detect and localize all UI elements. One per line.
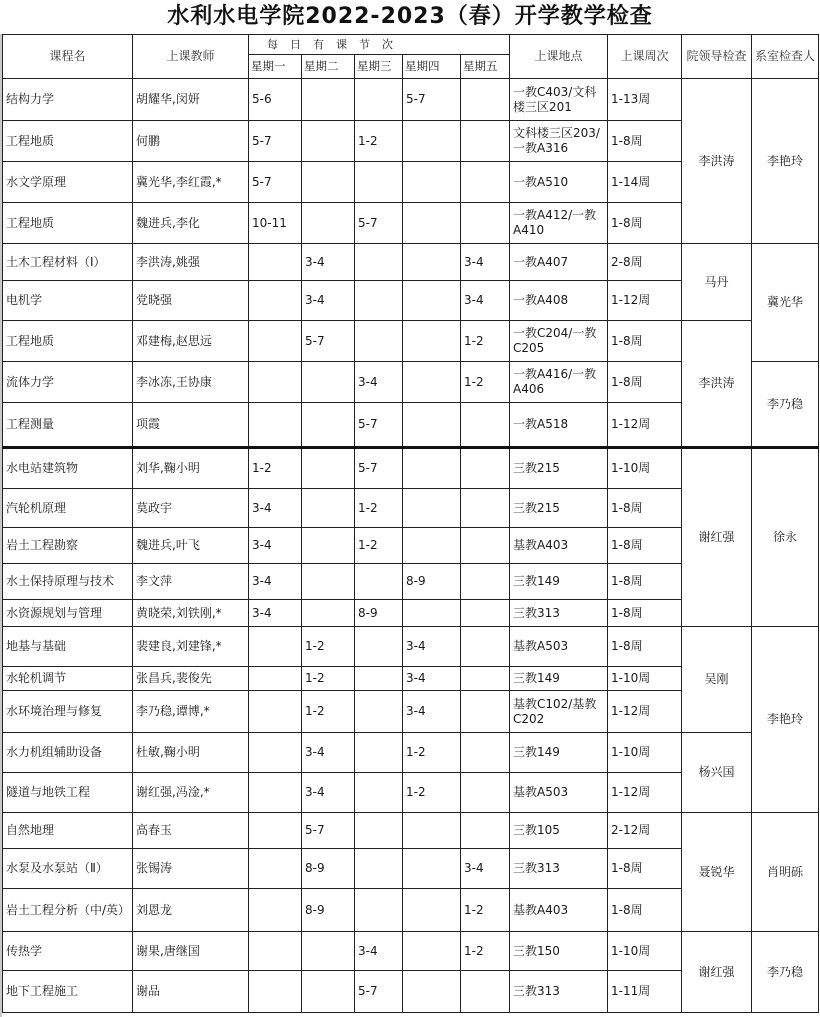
cell-tuesday-slot: 5-7 — [302, 321, 355, 362]
cell-monday-slot — [249, 733, 302, 773]
cell-weeks: 1-11周 — [608, 971, 682, 1013]
cell-tuesday-slot: 5-7 — [302, 813, 355, 849]
cell-weeks: 1-12周 — [608, 691, 682, 733]
cell-tuesday-slot: 1-2 — [302, 667, 355, 691]
cell-monday-slot — [249, 403, 302, 448]
cell-location: 一教A510 — [510, 162, 608, 203]
cell-friday-slot — [461, 489, 510, 528]
cell-course-name: 电机学 — [3, 281, 133, 321]
header-row-1 — [3, 35, 819, 55]
cell-tuesday-slot — [302, 448, 355, 489]
cell-teacher: 刘恩龙 — [133, 889, 249, 932]
cell-course-name: 岩土工程分析（中/英） — [3, 889, 133, 932]
cell-location: 三教215 — [510, 489, 608, 528]
cell-wednesday-slot — [355, 162, 403, 203]
cell-teacher: 李乃稳,谭博,* — [133, 691, 249, 733]
cell-thursday-slot — [403, 244, 461, 281]
cell-dept-inspector: 李乃稳 — [752, 932, 819, 1013]
cell-thursday-slot — [403, 600, 461, 627]
cell-teacher: 李冰冻,王协康 — [133, 362, 249, 403]
cell-wednesday-slot: 3-4 — [355, 932, 403, 971]
cell-weeks: 1-8周 — [608, 849, 682, 889]
cell-friday-slot: 3-4 — [461, 244, 510, 281]
page-title: 水利水电学院2022-2023（春）开学教学检查 — [167, 4, 653, 29]
cell-monday-slot — [249, 691, 302, 733]
cell-course-name: 汽轮机原理 — [3, 489, 133, 528]
cell-thursday-slot: 8-9 — [403, 564, 461, 600]
cell-leader-inspector: 聂锐华 — [682, 813, 752, 932]
cell-course-name: 水电站建筑物 — [3, 448, 133, 489]
cell-wednesday-slot — [355, 813, 403, 849]
cell-teacher: 黄晓荣,刘铁刚,* — [133, 600, 249, 627]
cell-wednesday-slot: 1-2 — [355, 121, 403, 162]
cell-location: 基教A503 — [510, 627, 608, 667]
cell-teacher: 刘华,鞠小明 — [133, 448, 249, 489]
cell-thursday-slot — [403, 162, 461, 203]
header-teacher: 上课教师 — [133, 35, 249, 79]
cell-tuesday-slot: 1-2 — [302, 627, 355, 667]
cell-course-name: 地下工程施工 — [3, 971, 133, 1013]
cell-location: 一教A407 — [510, 244, 608, 281]
cell-friday-slot — [461, 600, 510, 627]
cell-monday-slot — [249, 773, 302, 813]
cell-thursday-slot — [403, 813, 461, 849]
cell-weeks: 1-8周 — [608, 627, 682, 667]
cell-course-name: 自然地理 — [3, 813, 133, 849]
cell-course-name: 流体力学 — [3, 362, 133, 403]
cell-teacher: 魏进兵,李化 — [133, 203, 249, 244]
table-row — [3, 244, 819, 281]
cell-weeks: 2-12周 — [608, 813, 682, 849]
cell-teacher: 李洪涛,姚强 — [133, 244, 249, 281]
cell-friday-slot — [461, 203, 510, 244]
cell-wednesday-slot — [355, 849, 403, 889]
cell-course-name: 水环境治理与修复 — [3, 691, 133, 733]
cell-wednesday-slot: 8-9 — [355, 600, 403, 627]
cell-friday-slot — [461, 403, 510, 448]
cell-tuesday-slot: 8-9 — [302, 889, 355, 932]
cell-location: 一教A408 — [510, 281, 608, 321]
table-row — [3, 448, 819, 489]
table-row — [3, 813, 819, 849]
cell-wednesday-slot: 5-7 — [355, 203, 403, 244]
cell-location: 基教A503 — [510, 773, 608, 813]
cell-location: 三教313 — [510, 971, 608, 1013]
cell-course-name: 工程地质 — [3, 121, 133, 162]
cell-teacher: 邓建梅,赵思远 — [133, 321, 249, 362]
cell-monday-slot — [249, 971, 302, 1013]
cell-weeks: 1-12周 — [608, 403, 682, 448]
header-weeks: 上课周次 — [608, 35, 682, 79]
cell-tuesday-slot: 8-9 — [302, 849, 355, 889]
cell-friday-slot — [461, 733, 510, 773]
table-row — [3, 627, 819, 667]
cell-tuesday-slot — [302, 203, 355, 244]
cell-wednesday-slot — [355, 281, 403, 321]
cell-teacher: 胡耀华,闵妍 — [133, 79, 249, 121]
inspection-table — [2, 34, 819, 1013]
cell-tuesday-slot — [302, 162, 355, 203]
header-monday: 星期一 — [249, 55, 302, 79]
cell-friday-slot — [461, 121, 510, 162]
cell-tuesday-slot — [302, 932, 355, 971]
cell-leader-inspector: 马丹 — [682, 244, 752, 321]
cell-thursday-slot: 1-2 — [403, 733, 461, 773]
cell-thursday-slot — [403, 362, 461, 403]
cell-teacher: 党晓强 — [133, 281, 249, 321]
cell-wednesday-slot: 3-4 — [355, 362, 403, 403]
cell-weeks: 1-12周 — [608, 281, 682, 321]
cell-teacher: 李文萍 — [133, 564, 249, 600]
cell-wednesday-slot — [355, 244, 403, 281]
cell-tuesday-slot — [302, 362, 355, 403]
cell-weeks: 1-8周 — [608, 203, 682, 244]
cell-thursday-slot: 5-7 — [403, 79, 461, 121]
cell-teacher: 何鹏 — [133, 121, 249, 162]
header-tuesday: 星期二 — [302, 55, 355, 79]
cell-thursday-slot — [403, 932, 461, 971]
cell-thursday-slot — [403, 448, 461, 489]
cell-tuesday-slot: 3-4 — [302, 733, 355, 773]
cell-monday-slot: 10-11 — [249, 203, 302, 244]
cell-course-name: 工程地质 — [3, 203, 133, 244]
cell-friday-slot — [461, 773, 510, 813]
cell-location: 三教105 — [510, 813, 608, 849]
header-friday: 星期五 — [461, 55, 510, 79]
cell-thursday-slot — [403, 403, 461, 448]
cell-monday-slot — [249, 281, 302, 321]
cell-location: 基教C102/基教C202 — [510, 691, 608, 733]
cell-monday-slot — [249, 321, 302, 362]
cell-weeks: 1-10周 — [608, 448, 682, 489]
cell-wednesday-slot — [355, 627, 403, 667]
cell-friday-slot: 1-2 — [461, 321, 510, 362]
cell-location: 三教150 — [510, 932, 608, 971]
cell-thursday-slot: 3-4 — [403, 667, 461, 691]
cell-tuesday-slot: 3-4 — [302, 281, 355, 321]
cell-wednesday-slot: 5-7 — [355, 448, 403, 489]
cell-teacher: 谢红强,冯淦,* — [133, 773, 249, 813]
cell-teacher: 谢品 — [133, 971, 249, 1013]
cell-tuesday-slot — [302, 403, 355, 448]
cell-weeks: 1-8周 — [608, 489, 682, 528]
cell-friday-slot — [461, 162, 510, 203]
cell-friday-slot: 1-2 — [461, 889, 510, 932]
cell-dept-inspector: 冀光华 — [752, 244, 819, 362]
cell-leader-inspector: 谢红强 — [682, 932, 752, 1013]
cell-dept-inspector: 肖明砾 — [752, 813, 819, 932]
cell-location: 文科楼三区203/一教A316 — [510, 121, 608, 162]
cell-tuesday-slot — [302, 79, 355, 121]
cell-course-name: 水力机组辅助设备 — [3, 733, 133, 773]
cell-leader-inspector: 杨兴国 — [682, 733, 752, 813]
cell-tuesday-slot: 3-4 — [302, 244, 355, 281]
cell-thursday-slot — [403, 281, 461, 321]
cell-monday-slot: 5-7 — [249, 162, 302, 203]
cell-location: 基教A403 — [510, 889, 608, 932]
cell-weeks: 1-8周 — [608, 528, 682, 564]
cell-location: 三教215 — [510, 448, 608, 489]
header-wednesday: 星期三 — [355, 55, 403, 79]
cell-weeks: 1-8周 — [608, 600, 682, 627]
cell-weeks: 1-10周 — [608, 733, 682, 773]
cell-thursday-slot: 1-2 — [403, 773, 461, 813]
cell-wednesday-slot — [355, 79, 403, 121]
cell-location: 三教313 — [510, 849, 608, 889]
cell-weeks: 1-8周 — [608, 362, 682, 403]
cell-thursday-slot — [403, 121, 461, 162]
cell-wednesday-slot — [355, 773, 403, 813]
cell-monday-slot: 1-2 — [249, 448, 302, 489]
cell-weeks: 1-14周 — [608, 162, 682, 203]
cell-monday-slot — [249, 627, 302, 667]
cell-leader-inspector: 谢红强 — [682, 448, 752, 627]
cell-monday-slot — [249, 362, 302, 403]
cell-course-name: 结构力学 — [3, 79, 133, 121]
cell-monday-slot: 3-4 — [249, 528, 302, 564]
cell-thursday-slot — [403, 528, 461, 564]
cell-friday-slot — [461, 813, 510, 849]
table-row — [3, 79, 819, 121]
cell-monday-slot: 5-6 — [249, 79, 302, 121]
cell-leader-inspector: 李洪涛 — [682, 79, 752, 244]
table-row — [3, 932, 819, 971]
cell-friday-slot: 1-2 — [461, 362, 510, 403]
cell-weeks: 1-10周 — [608, 667, 682, 691]
cell-tuesday-slot — [302, 121, 355, 162]
cell-course-name: 工程测量 — [3, 403, 133, 448]
cell-teacher: 裴建良,刘建锋,* — [133, 627, 249, 667]
cell-location: 一教A412/一教A410 — [510, 203, 608, 244]
cell-monday-slot: 5-7 — [249, 121, 302, 162]
cell-wednesday-slot — [355, 667, 403, 691]
cell-weeks: 1-13周 — [608, 79, 682, 121]
cell-weeks: 1-8周 — [608, 121, 682, 162]
cell-weeks: 1-8周 — [608, 321, 682, 362]
cell-course-name: 传热学 — [3, 932, 133, 971]
cell-monday-slot: 3-4 — [249, 564, 302, 600]
cell-dept-inspector: 李艳玲 — [752, 79, 819, 244]
cell-wednesday-slot — [355, 889, 403, 932]
cell-monday-slot — [249, 244, 302, 281]
cell-teacher: 谢果,唐继国 — [133, 932, 249, 971]
cell-friday-slot — [461, 79, 510, 121]
header-course: 课程名 — [3, 35, 133, 79]
cell-location: 一教C204/一教C205 — [510, 321, 608, 362]
cell-wednesday-slot: 5-7 — [355, 403, 403, 448]
cell-monday-slot: 3-4 — [249, 489, 302, 528]
cell-tuesday-slot: 3-4 — [302, 773, 355, 813]
cell-leader-inspector: 吴刚 — [682, 627, 752, 733]
cell-course-name: 岩土工程勘察 — [3, 528, 133, 564]
cell-teacher: 冀光华,李红霞,* — [133, 162, 249, 203]
cell-course-name: 水轮机调节 — [3, 667, 133, 691]
cell-thursday-slot — [403, 321, 461, 362]
cell-wednesday-slot: 1-2 — [355, 489, 403, 528]
cell-tuesday-slot — [302, 489, 355, 528]
cell-thursday-slot — [403, 203, 461, 244]
cell-dept-inspector: 李乃稳 — [752, 362, 819, 448]
header-location: 上课地点 — [510, 35, 608, 79]
cell-teacher: 魏进兵,叶飞 — [133, 528, 249, 564]
cell-wednesday-slot: 1-2 — [355, 528, 403, 564]
cell-weeks: 1-12周 — [608, 773, 682, 813]
cell-course-name: 工程地质 — [3, 321, 133, 362]
cell-monday-slot — [249, 849, 302, 889]
cell-course-name: 水文学原理 — [3, 162, 133, 203]
cell-tuesday-slot: 1-2 — [302, 691, 355, 733]
cell-friday-slot: 3-4 — [461, 281, 510, 321]
cell-thursday-slot: 3-4 — [403, 627, 461, 667]
cell-course-name: 地基与基础 — [3, 627, 133, 667]
cell-course-name: 隧道与地铁工程 — [3, 773, 133, 813]
cell-location: 一教C403/文科楼三区201 — [510, 79, 608, 121]
cell-friday-slot: 1-2 — [461, 932, 510, 971]
cell-friday-slot — [461, 971, 510, 1013]
header-thursday: 星期四 — [403, 55, 461, 79]
table-row — [3, 733, 819, 773]
cell-thursday-slot — [403, 971, 461, 1013]
cell-thursday-slot — [403, 889, 461, 932]
cell-thursday-slot — [403, 849, 461, 889]
cell-monday-slot — [249, 667, 302, 691]
cell-teacher: 张锡涛 — [133, 849, 249, 889]
cell-location: 一教A416/一教A406 — [510, 362, 608, 403]
cell-friday-slot: 3-4 — [461, 849, 510, 889]
cell-course-name: 水资源规划与管理 — [3, 600, 133, 627]
cell-friday-slot — [461, 627, 510, 667]
header-dept: 系室检查人 — [752, 35, 819, 79]
cell-friday-slot — [461, 528, 510, 564]
cell-location: 三教149 — [510, 667, 608, 691]
cell-wednesday-slot — [355, 321, 403, 362]
cell-wednesday-slot — [355, 691, 403, 733]
cell-teacher: 莫政宇 — [133, 489, 249, 528]
cell-teacher: 项霞 — [133, 403, 249, 448]
cell-tuesday-slot — [302, 600, 355, 627]
cell-course-name: 土木工程材料（Ⅰ） — [3, 244, 133, 281]
header-leader: 院领导检查 — [682, 35, 752, 79]
cell-weeks: 1-8周 — [608, 889, 682, 932]
cell-tuesday-slot — [302, 564, 355, 600]
cell-location: 基教A403 — [510, 528, 608, 564]
cell-teacher: 杜敏,鞠小明 — [133, 733, 249, 773]
cell-friday-slot — [461, 691, 510, 733]
table-row — [3, 321, 819, 362]
cell-friday-slot — [461, 564, 510, 600]
cell-friday-slot — [461, 448, 510, 489]
cell-weeks: 1-8周 — [608, 564, 682, 600]
header-daily-group: 每日有课节次 — [249, 35, 510, 55]
cell-course-name: 水土保持原理与技术 — [3, 564, 133, 600]
cell-tuesday-slot — [302, 528, 355, 564]
cell-weeks: 2-8周 — [608, 244, 682, 281]
cell-leader-inspector: 李洪涛 — [682, 321, 752, 448]
cell-monday-slot: 3-4 — [249, 600, 302, 627]
cell-monday-slot — [249, 813, 302, 849]
cell-dept-inspector: 徐永 — [752, 448, 819, 627]
cell-location: 三教313 — [510, 600, 608, 627]
cell-location: 三教149 — [510, 564, 608, 600]
cell-location: 一教A518 — [510, 403, 608, 448]
cell-thursday-slot — [403, 489, 461, 528]
cell-tuesday-slot — [302, 971, 355, 1013]
cell-teacher: 张昌兵,裴俊先 — [133, 667, 249, 691]
cell-location: 三教149 — [510, 733, 608, 773]
cell-thursday-slot: 3-4 — [403, 691, 461, 733]
cell-wednesday-slot — [355, 733, 403, 773]
cell-monday-slot — [249, 889, 302, 932]
cell-teacher: 高春玉 — [133, 813, 249, 849]
cell-monday-slot — [249, 932, 302, 971]
cell-dept-inspector: 李艳玲 — [752, 627, 819, 813]
cell-course-name: 水泵及水泵站（Ⅱ） — [3, 849, 133, 889]
cell-wednesday-slot: 5-7 — [355, 971, 403, 1013]
cell-wednesday-slot — [355, 564, 403, 600]
cell-friday-slot — [461, 667, 510, 691]
cell-weeks: 1-10周 — [608, 932, 682, 971]
